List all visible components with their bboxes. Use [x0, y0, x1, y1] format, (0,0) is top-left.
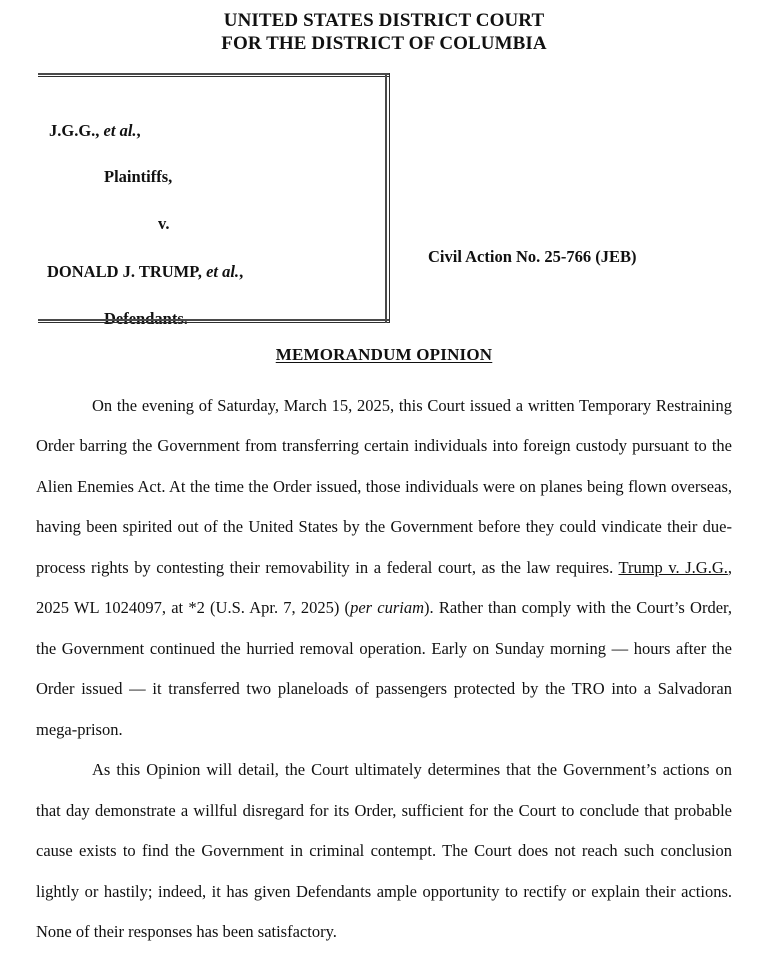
paragraph-1-part-a: On the evening of Saturday, March 15, 2025, this Court issued a written Temporary Restraining Order barring the Government from transferring certain individuals into foreign custody pursuant to the Alien Enemies Act. At the time the Order issued, those individuals were on planes being flown overseas, having been spirited out of the United States by the Government before they could vindicate their due-process rights by contesting their removability in a federal court, as the law requires.: [36, 395, 732, 577]
caption-box: [38, 73, 390, 328]
defendant-name-text: DONALD J. TRUMP,: [47, 262, 207, 282]
court-header: [0, 0, 768, 56]
defendant-etal: et al.: [206, 262, 240, 282]
paragraph-1-part-b: , 2025 WL 1024097, at *2 (U.S. Apr. 7, 2025) (: [36, 557, 732, 618]
caption-rule-top: [38, 73, 390, 77]
defendant-role: Defendants.: [104, 308, 188, 328]
caption-rule-bottom: [38, 319, 390, 323]
court-name-line1: UNITED STATES DISTRICT COURT: [223, 10, 545, 31]
defendant-name: [47, 264, 390, 281]
civil-action-number: Civil Action No. 25-766 (JEB): [428, 246, 637, 266]
opinion-body: [36, 386, 732, 953]
plaintiff-role: Plaintiffs,: [104, 167, 173, 187]
paragraph-1-part-c: ). Rather than comply with the Court’s Order, the Government continued the hurried removal operation. Early on Sunday morning — hours after the Order issued — it transferred two planeloads of passengers protected by the TRO into a Salvadoran mega-prison.: [36, 598, 732, 739]
defendant-name-comma: ,: [239, 262, 244, 282]
plaintiff-etal: et al.: [103, 120, 137, 140]
paragraph-1: [36, 386, 732, 751]
plaintiff-name-text: J.G.G.,: [49, 120, 104, 140]
page-title: MEMORANDUM OPINION: [275, 344, 493, 364]
court-name-line2: FOR THE DISTRICT OF COLUMBIA: [221, 33, 547, 55]
case-citation-link: Trump v. J.G.G.: [618, 557, 728, 577]
caption-rule-right: [385, 73, 390, 323]
case-caption: [0, 73, 768, 328]
per-curiam-italic: per curiam: [350, 598, 425, 618]
versus-label: v.: [158, 213, 170, 233]
plaintiff-name: [49, 120, 390, 140]
paragraph-2: As this Opinion will detail, the Court ultimately determines that the Government’s actions on that day demonstrate a willful disregard for its Order, sufficient for the Court to conclude that probable cause exists to find the Government in criminal contempt. The Court does not reach such conclusion lightly or hastily; indeed, it has given Defendants ample opportunity to rectify or explain their actions. None of their responses has been satisfactory.: [36, 760, 732, 942]
plaintiff-name-comma: ,: [136, 120, 141, 140]
